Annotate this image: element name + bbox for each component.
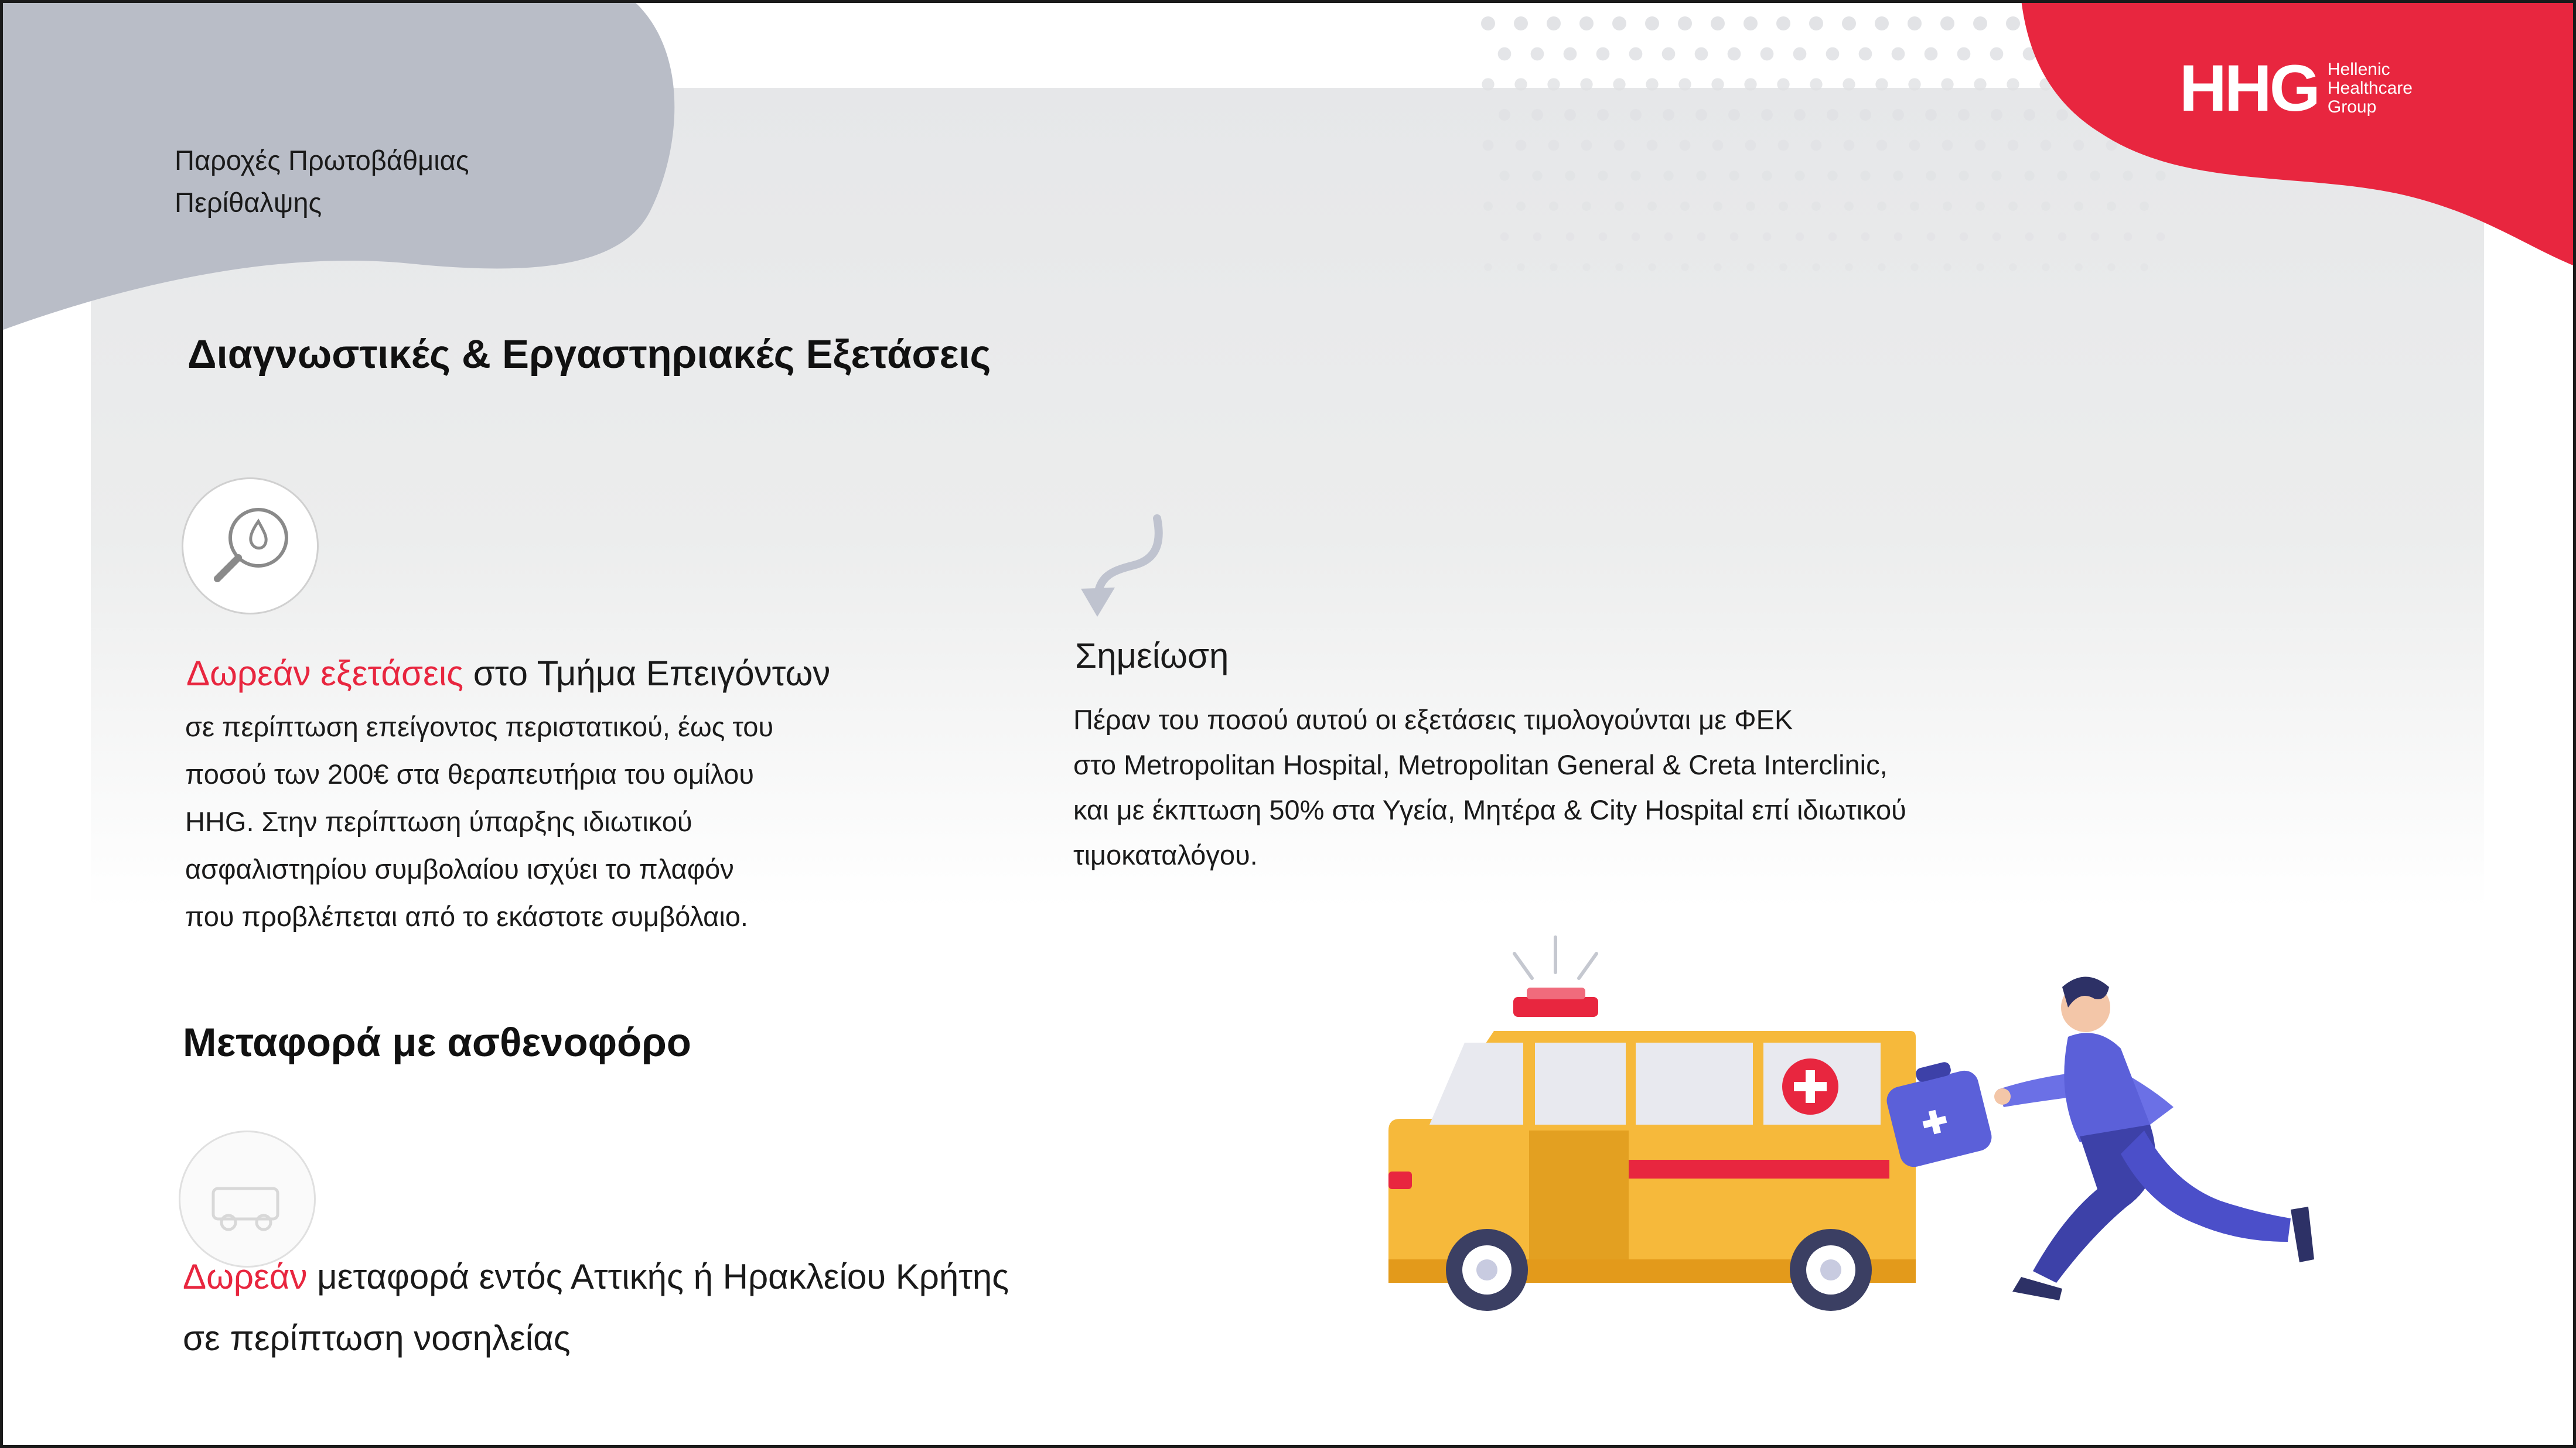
note-body-line: τιμοκαταλόγου. — [1073, 839, 1258, 870]
section-label-line-2: Περίθαλψης — [175, 187, 322, 218]
diagnostics-body-line: ασφαλιστηρίου συμβολαίου ισχύει το πλαφόν — [185, 853, 734, 884]
diagnostics-lead-highlight: Δωρεάν εξετάσεις — [186, 654, 464, 693]
ambulance-lead-line-2: σε περίπτωση νοσηλείας — [183, 1319, 571, 1358]
note-title: Σημείωση — [1075, 636, 1229, 675]
ambulance-lead-rest: μεταφορά εντός Αττικής ή Ηρακλείου Κρήτης — [307, 1257, 1009, 1296]
ambulance-title: Μεταφορά με ασθενοφόρο — [183, 1020, 691, 1065]
section-label-line-1: Παροχές Πρωτοβάθμιας — [175, 145, 469, 176]
diagnostics-body-line: ποσού των 200€ στα θεραπευτήρια του ομίλου — [185, 759, 755, 790]
logo-line-1: Hellenic — [2327, 60, 2390, 79]
note-body-line: και με έκπτωση 50% στα Υγεία, Μητέρα & City Hospital επί ιδιωτικού — [1073, 794, 1906, 825]
diagnostics-body-line: που προβλέπεται από το εκάστοτε συμβόλαιο. — [185, 901, 748, 932]
diagnostics-lead-rest: στο Τμήμα Επειγόντων — [463, 654, 831, 693]
diagnostics-body-line: σε περίπτωση επείγοντος περιστατικού, έως του — [185, 711, 774, 742]
logo-line-2: Healthcare — [2327, 78, 2413, 98]
note-body-line: Πέραν του ποσού αυτού οι εξετάσεις τιμολογούνται με ΦΕΚ — [1073, 704, 1793, 735]
logo-line-3: Group — [2327, 97, 2377, 117]
logo-mark: HHG — [2179, 52, 2318, 125]
ambulance-lead-highlight: Δωρεάν — [183, 1257, 308, 1296]
note-body-line: στο Metropolitan Hospital, Metropolitan General & Creta Interclinic, — [1073, 749, 1888, 780]
diagnostics-title: Διαγνωστικές & Εργαστηριακές Εξετάσεις — [187, 332, 991, 377]
diagnostics-body-line: HHG. Στην περίπτωση ύπαρξης ιδιωτικού — [185, 806, 692, 837]
